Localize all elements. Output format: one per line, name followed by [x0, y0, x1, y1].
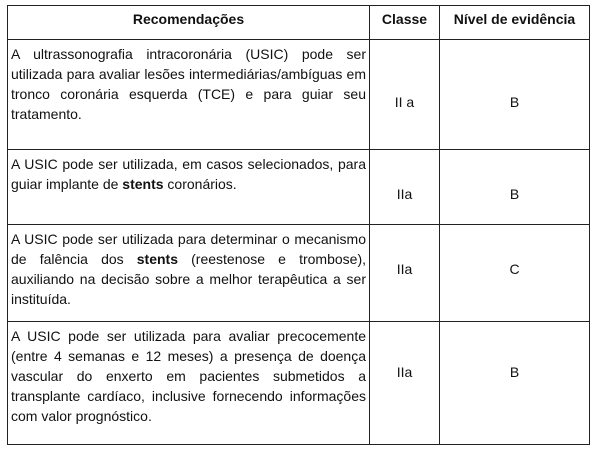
header-class: Classe — [370, 6, 440, 40]
table-row — [8, 322, 590, 445]
table-row — [8, 225, 590, 322]
evidence-level-cell: C — [440, 225, 590, 322]
table-row — [8, 40, 590, 150]
recommendations-table — [7, 5, 590, 445]
class-cell: II a — [370, 40, 440, 150]
class-cell: IIa — [370, 225, 440, 322]
recommendation-text-part: A ultrassonografia intracoronária (USIC) pode ser utilizada para avaliar lesões intermediárias/ambíguas em tronco coronária esquerda (TCE) e para guiar seu tratamento. — [11, 46, 366, 122]
recommendation-text-part: A USIC pode ser utilizada, em casos selecionados, para guiar implante de — [11, 156, 366, 192]
recommendation-text-part: A USIC pode ser utilizada para avaliar precocemente (entre 4 semanas e 12 meses) a presença de doença vascular do enxerto em pacientes submetidos a transplante cardíaco, inclusive fornecendo informações com valor prognóstico. — [11, 328, 366, 424]
recommendation-text-part: coronários. — [163, 176, 237, 192]
table-header-row — [8, 6, 590, 40]
recommendation-text — [8, 40, 370, 150]
class-cell: IIa — [370, 322, 440, 445]
header-evidence-level: Nível de evidência — [440, 6, 590, 40]
class-cell: IIa — [370, 150, 440, 225]
evidence-level-cell: B — [440, 150, 590, 225]
recommendation-text — [8, 225, 370, 322]
header-recommendations: Recomendações — [8, 6, 370, 40]
evidence-level-cell: B — [440, 322, 590, 445]
recommendation-text-bold: stents — [136, 251, 178, 267]
table-row — [8, 150, 590, 225]
recommendation-text — [8, 150, 370, 225]
evidence-level-cell: B — [440, 40, 590, 150]
recommendation-text-bold: stents — [122, 176, 164, 192]
recommendation-text-part: (reestenose e trombose), auxiliando na decisão sobre a melhor terapêutica a ser instituída. — [11, 251, 366, 307]
recommendation-text — [8, 322, 370, 445]
recommendation-text-part: A USIC pode ser utilizada para determinar o mecanismo de falência dos — [11, 231, 366, 267]
